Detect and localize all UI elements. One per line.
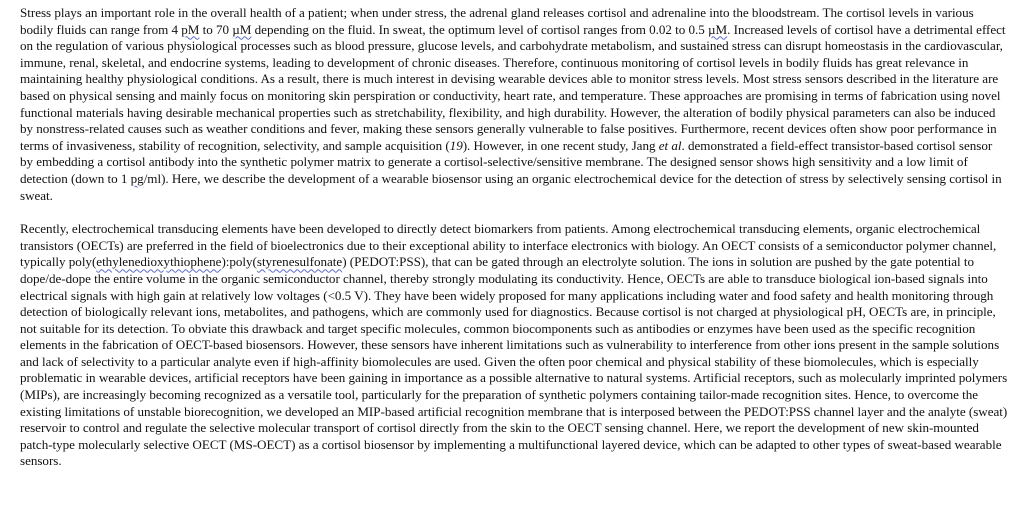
text-run: Recently, electrochemical transducing elements have been developed to directly detect biomarkers from patients. Among electrochemical transducing elements, organic electrochemical transistors (OECTs) are preferred in the field of bioelectronics due to their exceptional ability to interface electronics with biology. An OECT consists of a semiconductor polymer channel, typically poly(	[20, 221, 997, 270]
spellcheck-flagged-word: µM	[708, 21, 728, 37]
text-run: /ml). Here, we describe the development of a wearable biosensor using an organic electrochemical device for the detection of stress by selectively sensing cortisol in sweat.	[20, 170, 1002, 203]
spellcheck-flagged-word: pg	[130, 170, 144, 186]
spellcheck-flagged-word: styrenesulfonate	[256, 254, 343, 270]
text-run: ) (PEDOT:PSS), that can be gated through an electrolyte solution. The ions in solution are pushed by the gate potential to dope/de-dope the entire volume in the organic semiconductor channel, thereby strongly modulating its conductivity. Hence, OECTs are able to transduce biological ion-based signals into electrical signals with high gain at relatively low voltages (<0.5 V). They have been widely proposed for many applications including water and food safety and health monitoring through detection of biologically relevant ions, metabolites, and pathogens, which are commonly used for diagnostics. Because cortisol is not charged at physiological pH, OECTs are, in principle, not suitable for its detection. To obviate this drawback and target specific molecules, common biocomponents such as antibodies or enzymes have been used as the specific recognition elements in the fabrication of OECT-based biosensors. However, these sensors have inherent limitations such as vulnerability to interference from other ions present in the sample solutions and lack of selectivity to a particular analyte even if high-affinity biomolecules are used. Given the often poor chemical and physical stability of these biomolecules, which is especially problematic in wearable devices, artificial receptors have been gaining in importance as a possible alternative to natural systems. Artificial receptors, such as molecularly imprinted polymers (MIPs), are increasingly becoming recognized as a versatile tool, particularly for the preparation of synthetic polymers containing tailor-made recognition sites. Hence, to overcome the existing limitations of unstable biorecognition, we developed an MIP-based artificial recognition membrane that is interposed between the PEDOT:PSS channel layer and the analyte (sweat) reservoir to control and regulate the selective molecular transport of cortisol directly from the skin to the OECT sensing channel. Here, we report the development of new skin-mounted patch-type molecularly selective OECT (MS-OECT) as a cortisol biosensor by implementing a multifunctional layered device, which can be adapted to other types of sweat-based wearable sensors.	[20, 254, 1008, 469]
text-run: . Increased levels of cortisol have a detrimental effect on the regulation of various physiological processes such as blood pressure, glucose levels, and carbohydrate metabolism, and sustained stress can disrupt homeostasis in the cardiovascular, immune, renal, skeletal, and endocrine systems, leading to development of chronic diseases. Therefore, continuous monitoring of cortisol levels in bodily fluids has great relevance in maintaining healthy physiological conditions. As a result, there is much interest in devising wearable devices able to monitor stress levels. Most stress sensors described in the literature are based on physical sensing and mainly focus on monitoring skin perspiration or conductivity, heart rate, and temperature. These approaches are promising in terms of fabrication using novel functional materials having desirable mechanical properties such as stretchability, flexibility, and high durability. However, the alteration of bodily physical parameters can also be induced by nonstress-related causes such as weather conditions and fever, making these sensors generally vulnerable to false positives. Furthermore, recent devices often show poor performance in terms of invasiveness, stability of recognition, selectivity, and sample acquisition (	[20, 21, 1006, 153]
paragraph-stress-cortisol	[20, 5, 1008, 204]
italic-text: 19	[449, 137, 463, 153]
text-run: Stress plays an important role in the overall health of a patient; when under stress, the adrenal gland releases cortisol and adrenaline into the bloodstream. The cortisol levels in various bodily fluids can range from 4	[20, 5, 974, 37]
text-run: ). However, in one recent study, Jang	[462, 137, 659, 153]
text-run: depending on the fluid. In sweat, the optimum level of cortisol ranges from 0.02 to 0.5	[251, 21, 709, 37]
spellcheck-flagged-word: ethylenedioxythiophene	[96, 254, 222, 270]
spellcheck-flagged-word: µM	[232, 21, 252, 37]
italic-text: et al	[658, 137, 682, 153]
text-run: . demonstrated a field-effect transistor-based cortisol sensor by embedding a cortisol antibody into the synthetic polymer matrix to generate a cortisol-selective/sensitive membrane. The designed sensor shows high sensitivity and a low limit of detection (down to 1	[20, 137, 993, 186]
text-run: ):poly(	[221, 254, 257, 270]
spellcheck-flagged-word: pM	[181, 21, 200, 37]
paragraph-oect-biosensors	[20, 221, 1008, 470]
text-run: to 70	[199, 21, 233, 37]
